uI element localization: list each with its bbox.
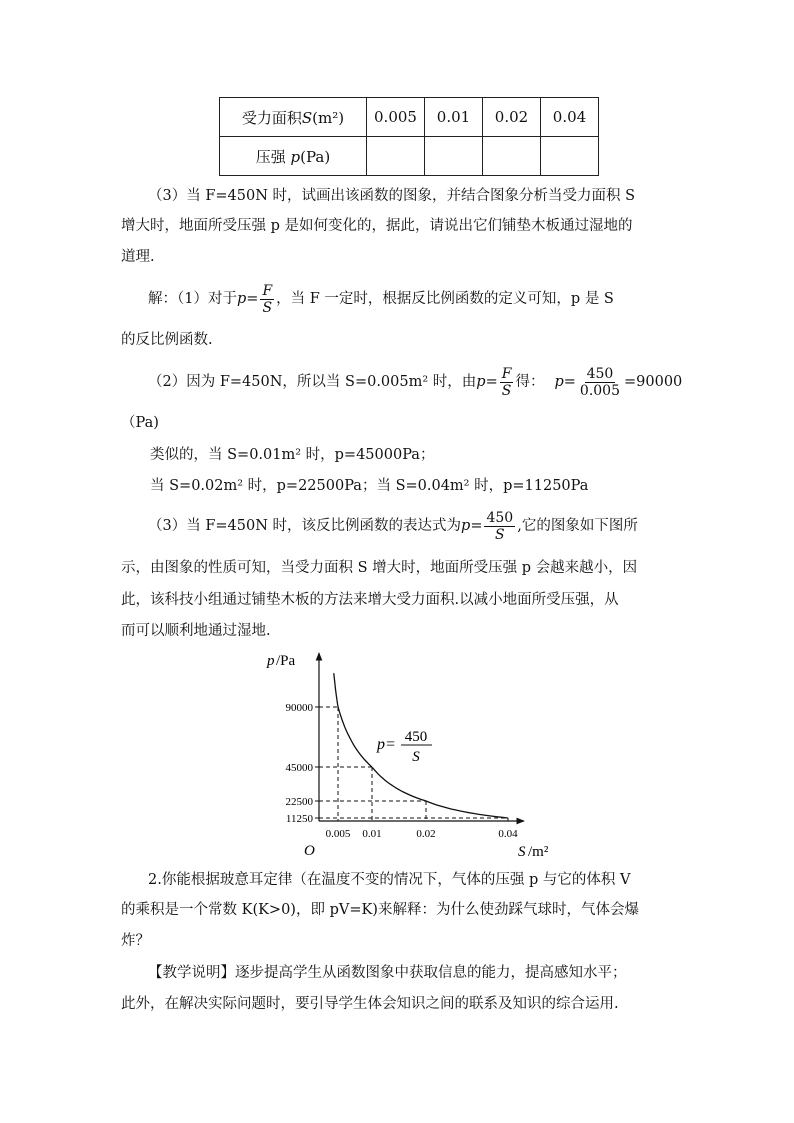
sol1-suffix: ，当 F 一定时，根据反比例函数的定义可知，p 是 S: [276, 291, 614, 307]
sol3-line4: 而可以顺利地通过湿地.: [121, 623, 271, 639]
fraction-f-over-s: [260, 283, 274, 316]
pressure-table: [219, 97, 599, 176]
sol2-line3: 类似的，当 S=0.01m² 时，p=45000Pa；: [150, 447, 435, 463]
table-header-area: [220, 98, 367, 137]
frac-num: F: [262, 282, 273, 299]
frac-num: F: [501, 365, 512, 382]
header-var: S: [301, 108, 313, 127]
table-cell-empty: [541, 137, 599, 176]
x-tick-label: 0.01: [362, 828, 382, 840]
sol1-line1: [148, 279, 614, 319]
frac-den: 0.005: [579, 382, 620, 399]
frac-num: 450: [586, 365, 614, 382]
table-cell: 0.02: [483, 98, 541, 137]
curve-label-num: 450: [404, 729, 428, 745]
x-tick-label: 0.02: [416, 828, 436, 840]
sol3-p: p: [461, 518, 471, 534]
frac-num: 450: [486, 509, 514, 526]
teaching-line2: 此外，在解决实际问题时，要引导学生体会知识之间的联系及知识的综合运用.: [121, 996, 619, 1012]
row2-var: p: [290, 147, 301, 166]
sol1-prefix: 解：（1）对于: [148, 291, 237, 307]
curve-label-lhs: p=: [377, 736, 396, 753]
x-tick-label: 0.005: [325, 828, 351, 840]
curve-label-den: S: [412, 749, 420, 765]
sol2-p2: p: [554, 374, 564, 390]
q3-line2: 增大时，地面所受压强 p 是如何变化的，据此，请说出它们铺垫木板通过湿地的: [121, 218, 633, 234]
q3-line1: （3）当 F=450N 时，试画出该函数的图象，并结合图象分析当受力面积 S: [148, 188, 636, 204]
q3-line3: 道理.: [121, 249, 155, 265]
origin-label: O: [304, 843, 315, 859]
table-cell: 0.04: [541, 98, 599, 137]
sol3-prefix: （3）当 F=450N 时，该反比例函数的表达式为: [148, 518, 462, 534]
fraction-450-over-s: [484, 510, 515, 543]
table-cell-empty: [367, 137, 425, 176]
y-tick-label: 11250: [285, 813, 313, 825]
x-tick-label: 0.04: [498, 828, 518, 840]
y-axis-label-unit: /Pa: [276, 653, 296, 669]
y-tick-label: 22500: [285, 796, 313, 808]
sol2-mid: 得：: [515, 374, 545, 390]
inverse-function-chart: [260, 645, 570, 863]
frac-den: S: [501, 382, 512, 399]
y-tick-label: 90000: [285, 702, 313, 714]
fraction-f-over-s: [500, 366, 514, 399]
y-axis-label-var: p: [267, 653, 275, 669]
sol2-line1: [148, 362, 682, 402]
sol2-unit: （Pa): [121, 415, 159, 431]
header-unit: (m²): [312, 108, 345, 127]
teaching-line1: 【教学说明】逐步提高学生从函数图象中获取信息的能力，提高感知水平；: [148, 965, 627, 981]
q2-line3: 炸？: [121, 933, 150, 949]
header-label: 受力面积: [241, 108, 302, 127]
sol2-prefix: （2）因为 F=450N，所以当 S=0.005m² 时，由: [148, 374, 477, 390]
sol2-eq: =: [485, 374, 498, 390]
curve-line: [334, 673, 508, 818]
sol3-line3: 此，该科技小组通过铺垫木板的方法来增大受力面积.以减小地面所受压强，从: [121, 592, 619, 608]
frac-den: S: [262, 299, 273, 316]
table-cell: 0.005: [367, 98, 425, 137]
sol3-line1: [148, 506, 638, 546]
table-cell-empty: [425, 137, 483, 176]
sol2-line4: 当 S=0.02m² 时，p=22500Pa；当 S=0.04m² 时，p=11250Pa: [150, 478, 589, 494]
q2-line2: 的乘积是一个常数 K(K>0)，即 pV=K)来解释：为什么使劲踩气球时，气体会爆: [121, 902, 639, 918]
sol2-result: =90000: [624, 374, 683, 390]
sol2-eq2: =: [563, 374, 576, 390]
y-tick-label: 45000: [285, 762, 313, 774]
fraction-450-over-0005: [578, 366, 622, 399]
table-row: [220, 98, 599, 137]
table-header-pressure: [220, 137, 367, 176]
sol1-line2: 的反比例函数.: [121, 332, 213, 348]
table-row: [220, 137, 599, 176]
table-cell: 0.01: [425, 98, 483, 137]
q2-line1: 2.你能根据玻意耳定律（在温度不变的情况下，气体的压强 p 与它的体积 V: [148, 872, 631, 888]
sol3-line2: 示，由图象的性质可知，当受力面积 S 增大时，地面所受压强 p 会越来越小，因: [121, 560, 638, 576]
row2-unit: (Pa): [300, 147, 331, 166]
table-cell-empty: [483, 137, 541, 176]
sol2-p: p: [476, 374, 486, 390]
x-axis-label-unit: /m²: [528, 844, 549, 860]
row2-label: 压强: [255, 147, 286, 166]
sol1-p: p: [236, 291, 247, 307]
sol1-eq: =: [246, 291, 259, 307]
frac-den: S: [495, 526, 505, 543]
x-axis-label-var: S: [518, 844, 526, 860]
sol3-suffix: ,它的图象如下图所: [517, 518, 638, 534]
sol3-eq: =: [470, 518, 483, 534]
